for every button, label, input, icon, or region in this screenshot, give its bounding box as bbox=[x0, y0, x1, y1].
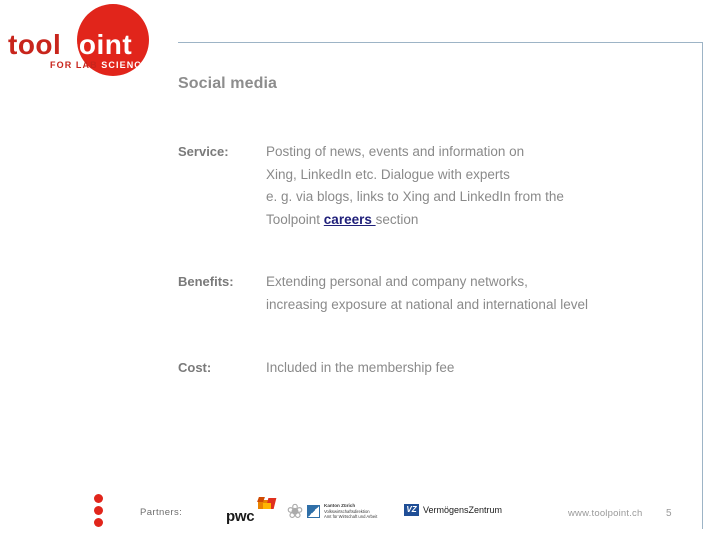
vz-vermoegenszentrum-logo bbox=[404, 503, 503, 521]
footer-page-number: 5 bbox=[666, 508, 672, 519]
row-cost bbox=[178, 357, 454, 380]
kanton-shield-icon bbox=[307, 505, 320, 518]
row-cost-body bbox=[266, 357, 454, 380]
logo-tagline-forlab: FOR LAB bbox=[50, 60, 98, 70]
pwc-wordmark: pwc bbox=[226, 508, 255, 525]
row-service-line-4-suffix: section bbox=[375, 211, 419, 227]
row-service-line-4-prefix: Toolpoint bbox=[266, 211, 324, 227]
row-service bbox=[178, 141, 564, 231]
toolpoint-logo bbox=[6, 0, 166, 82]
kanton-line-2: Volkswirtschaftsdirektion bbox=[324, 508, 370, 514]
right-border-rule bbox=[702, 42, 703, 529]
row-benefits-body bbox=[266, 271, 588, 316]
row-service-line-1: Posting of news, events and information on bbox=[266, 144, 525, 159]
red-dot-icon bbox=[94, 506, 103, 515]
footer-dots bbox=[94, 494, 106, 530]
row-benefits-line-2: increasing exposure at national and international level bbox=[266, 296, 588, 312]
pwc-shape-icon bbox=[263, 503, 271, 509]
logo-tagline-science: SCIENCE bbox=[97, 60, 150, 70]
row-benefits-line-1: Extending personal and company networks, bbox=[266, 274, 528, 289]
kanton-zuerich-text bbox=[324, 503, 384, 519]
careers-link[interactable]: careers bbox=[323, 211, 376, 227]
row-service-line-2: Xing, LinkedIn etc. Dialogue with experts bbox=[266, 166, 510, 182]
row-cost-label: Cost: bbox=[178, 360, 212, 375]
red-dot-icon bbox=[94, 494, 103, 503]
logo-tagline bbox=[50, 60, 149, 70]
logo-wordmark-point: point bbox=[61, 29, 133, 60]
kanton-crest-icon: ❀ bbox=[286, 501, 304, 523]
kanton-zuerich-logo bbox=[285, 500, 385, 526]
row-cost-line-1: Included in the membership fee bbox=[266, 360, 455, 375]
kanton-line-3: Amt für Wirtschaft und Arbeit bbox=[324, 514, 378, 519]
partners-label: Partners: bbox=[140, 507, 183, 518]
footer-url[interactable]: www.toolpoint.ch bbox=[568, 508, 643, 519]
header-rule bbox=[178, 42, 703, 43]
row-benefits bbox=[178, 271, 588, 316]
page-title: Social media bbox=[178, 75, 278, 92]
row-service-line-4 bbox=[266, 209, 564, 232]
row-benefits-label: Benefits: bbox=[178, 274, 234, 289]
vz-mark-icon: VZ bbox=[404, 504, 419, 516]
vz-wordmark: VermögensZentrum bbox=[423, 505, 503, 515]
logo-wordmark-tool: tool bbox=[8, 29, 62, 60]
row-service-label: Service: bbox=[178, 144, 229, 159]
kanton-line-1: Kanton Zürich bbox=[324, 503, 356, 508]
red-dot-icon bbox=[94, 518, 103, 527]
row-service-line-3: e. g. via blogs, links to Xing and LinkedIn from the bbox=[266, 189, 564, 204]
logo-wordmark bbox=[8, 30, 166, 60]
row-service-body bbox=[266, 141, 564, 231]
pwc-logo bbox=[226, 497, 282, 525]
